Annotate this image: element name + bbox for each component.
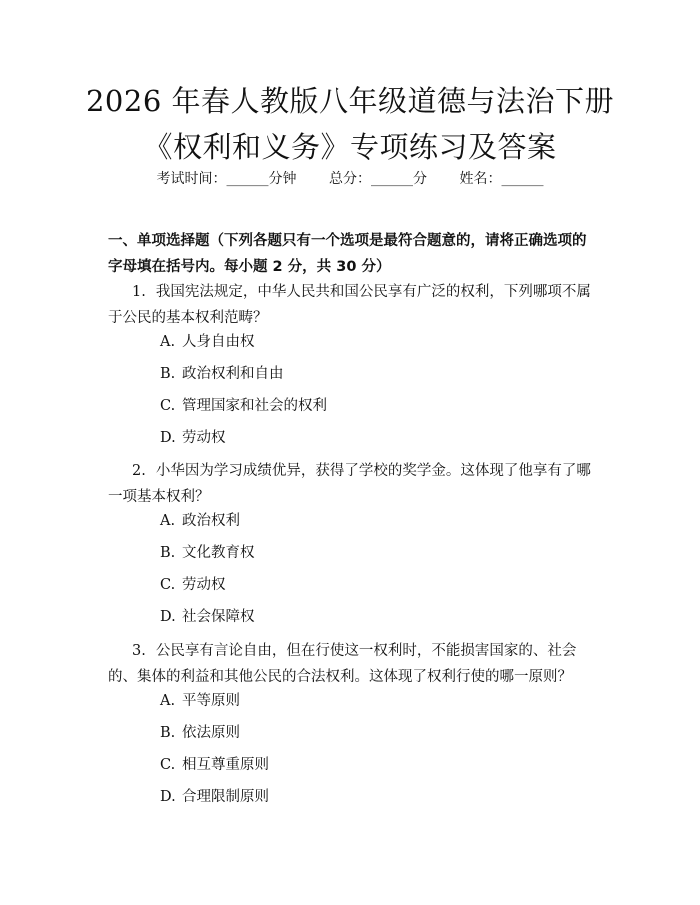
question-number: 3. (132, 643, 146, 659)
exam-meta (0, 168, 700, 188)
question-3-option-c: C. 相互尊重原则 (160, 757, 269, 773)
question-2-option-b: B. 文化教育权 (160, 545, 255, 561)
question-1-option-d: D. 劳动权 (160, 430, 226, 446)
question-1 (108, 279, 598, 331)
question-2-option-c: C. 劳动权 (160, 577, 226, 593)
question-text: 我国宪法规定，中华人民共和国公民享有广泛的权利，下列哪项不属于公民的基本权利范畴？ (108, 284, 591, 326)
question-number: 2. (132, 463, 146, 479)
question-2-option-a: A. 政治权利 (160, 513, 240, 529)
question-text: 公民享有言论自由，但在行使这一权利时，不能损害国家的、社会的、集体的利益和其他公民的合法权利。这体现了权利行使的哪一原则？ (108, 643, 577, 685)
question-1-option-b: B. 政治权利和自由 (160, 366, 284, 382)
question-text: 小华因为学习成绩优异，获得了学校的奖学金。这体现了他享有了哪一项基本权利？ (108, 463, 591, 505)
question-1-option-c: C. 管理国家和社会的权利 (160, 398, 327, 414)
question-3-option-d: D. 合理限制原则 (160, 789, 269, 805)
question-3-option-a: A. 平等原则 (160, 693, 240, 709)
question-3-option-b: B. 依法原则 (160, 725, 240, 741)
exam-time-field: 考试时间：______分钟 (156, 171, 297, 187)
section-heading-single-choice: 一、单项选择题（下列各题只有一个选项是最符合题意的，请将正确选项的字母填在括号内。每小题 2 分，共 30 分） (108, 233, 587, 275)
question-2-option-d: D. 社会保障权 (160, 609, 255, 625)
question-1-option-a: A. 人身自由权 (160, 334, 255, 350)
question-3 (108, 638, 598, 690)
question-2 (108, 458, 598, 510)
name-field: 姓名：______ (459, 171, 544, 187)
document-title: 2026 年春人教版八年级道德与法治下册《权利和义务》专项练习及答案 (85, 84, 615, 164)
question-number: 1. (132, 284, 146, 300)
total-score-field: 总分：______分 (329, 171, 427, 187)
